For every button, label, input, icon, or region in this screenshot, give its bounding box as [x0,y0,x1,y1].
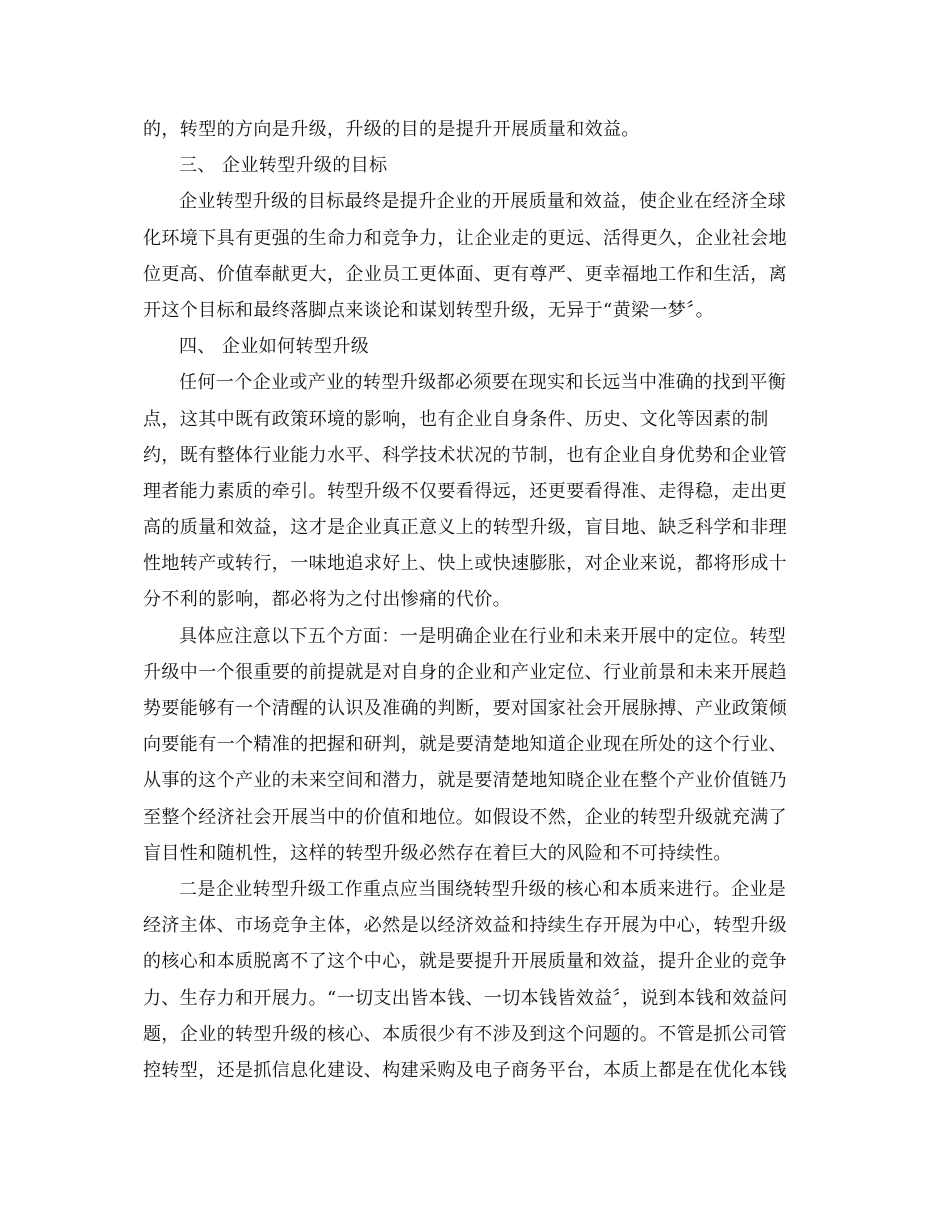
text-line: 向要能有一个精准的把握和研判，就是要清楚地知道企业现在所处的这个行业、 [143,734,787,756]
text-line: 题，企业的转型升级的核心、本质很少有不涉及到这个问题的。不管是抓公司管 [143,1023,787,1045]
text-line: 经济主体、市场竞争主体，必然是以经济效益和持续生存开展为中心，转型升级 [143,915,787,937]
text-line: 势要能够有一个清醒的认识及准确的判断，要对国家社会开展脉搏、产业政策倾 [143,698,787,719]
text-line: 盲目性和随机性，这样的转型升级必然存在着巨大的风险和不可持续性。 [143,842,732,864]
text-line: 的核心和本质脱离不了这个中心，就是要提升开展质量和效益，提升企业的竞争 [143,951,787,973]
text-line: 的，转型的方向是升级，升级的目的是提升开展质量和效益。 [143,119,640,140]
text-line: 开这个目标和最终落脚点来谈论和谋划转型升级，无异于“黄梁一梦〞。 [143,299,714,321]
text-line: 点，这其中既有政策环境的影响，也有企业自身条件、历史、文化等因素的制 [143,408,769,430]
text-line: 至整个经济社会开展当中的价值和地位。如假设不然，企业的转型升级就充满了 [143,806,787,828]
text-line: 从事的这个产业的未来空间和潜力，就是要清楚地知晓企业在整个产业价值链乃 [143,770,787,792]
section-heading: 三、 企业转型升级的目标 [179,155,388,177]
text-line: 位更高、价值奉献更大，企业员工更体面、更有尊严、更幸福地工作和生活，离 [143,263,787,285]
text-line: 具体应注意以下五个方面：一是明确企业在行业和未来开展中的定位。转型 [179,625,787,647]
section-heading: 四、 企业如何转型升级 [179,336,370,358]
text-line: 性地转产或转行，一味地追求好上、快上或快速膨胀，对企业来说，都将形成十 [143,553,787,575]
text-line: 企业转型升级的目标最终是提升企业的开展质量和效益，使企业在经济全球 [179,191,787,213]
text-line: 升级中一个很重要的前提就是对自身的企业和产业定位、行业前景和未来开展趋 [143,661,787,683]
text-line: 理者能力素质的牵引。转型升级不仅要看得远，还更要看得准、走得稳，走出更 [143,480,787,502]
document-page [143,112,808,1089]
text-line: 力、生存力和开展力。“一切支出皆本钱、一切本钱皆效益〞，说到本钱和效益问 [143,987,788,1009]
text-line: 化环境下具有更强的生命力和竞争力，让企业走的更远、活得更久，企业社会地 [143,227,787,249]
text-line: 分不利的影响，都必将为之付出惨痛的代价。 [143,589,511,611]
text-line: 任何一个企业或产业的转型升级都必须要在现实和长远当中准确的找到平衡 [179,372,787,394]
text-line: 控转型，还是抓信息化建设、构建采购及电子商务平台，本质上都是在优化本钱 [143,1059,787,1081]
text-line: 二是企业转型升级工作重点应当围绕转型升级的核心和本质来进行。企业是 [179,878,787,900]
text-line: 高的质量和效益，这才是企业真正意义上的转型升级，盲目地、缺乏科学和非理 [143,517,787,539]
text-line: 约，既有整体行业能力水平、科学技术状况的节制，也有企业自身优势和企业管 [143,444,787,466]
